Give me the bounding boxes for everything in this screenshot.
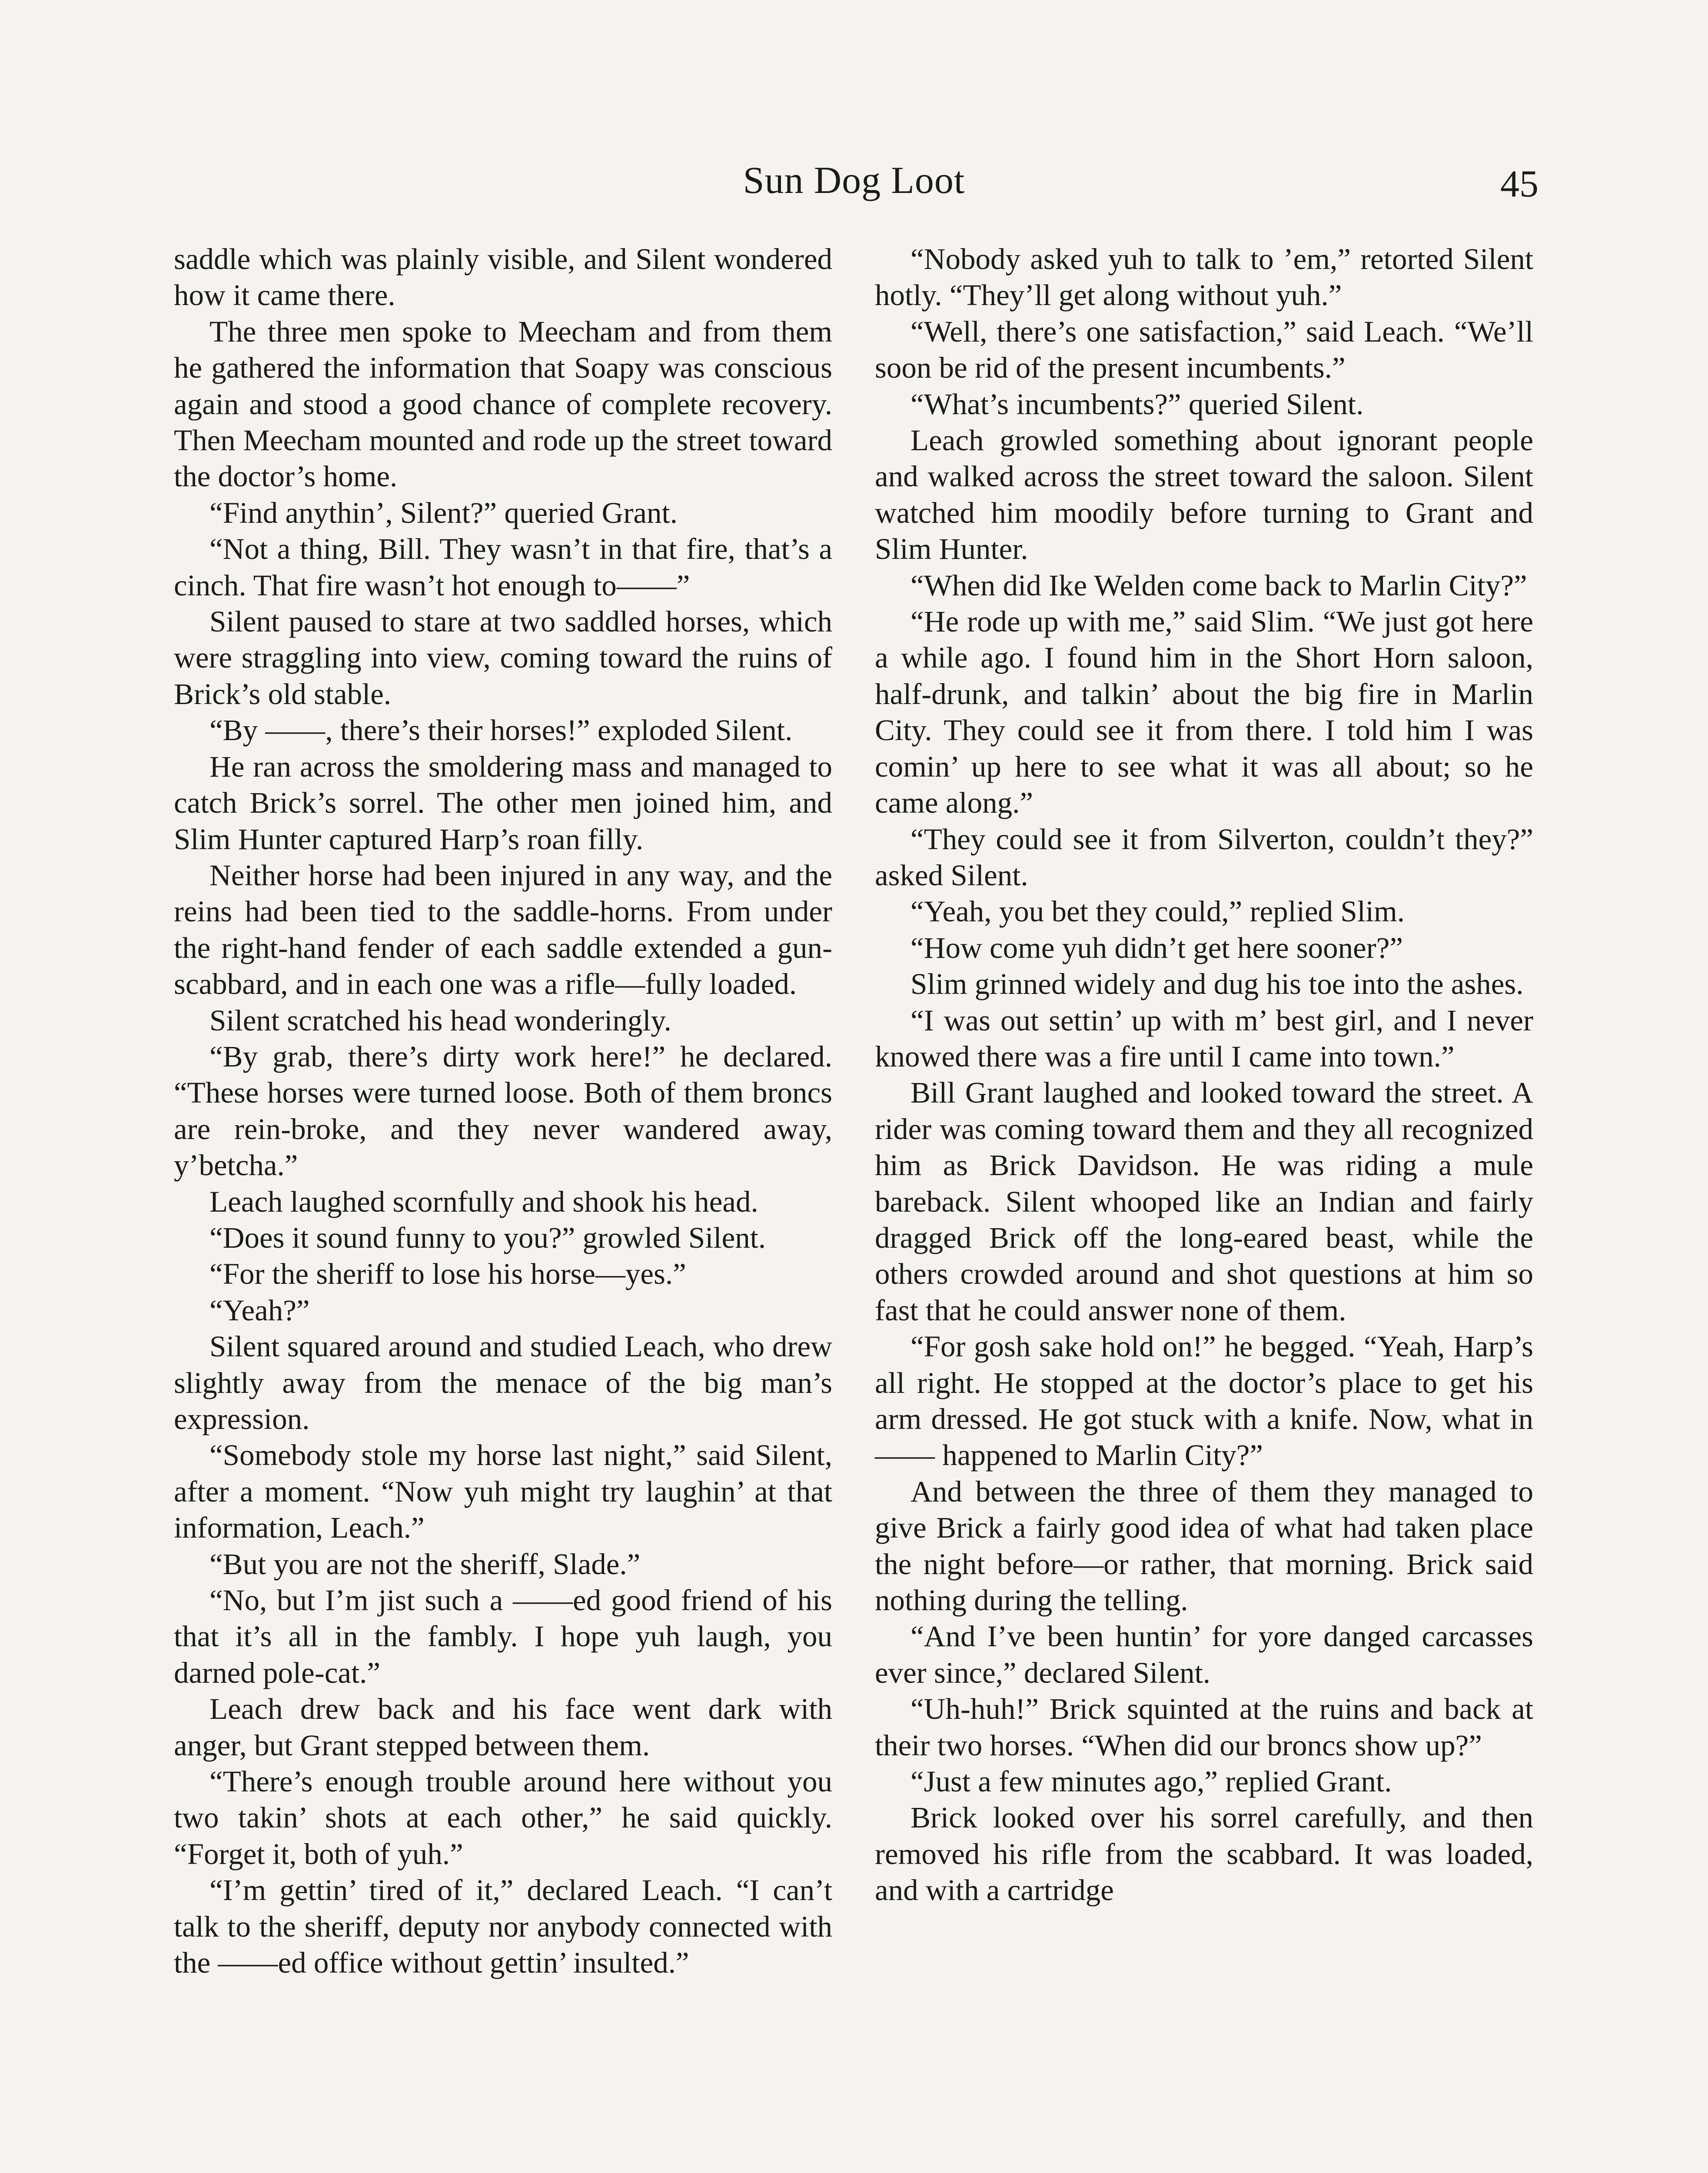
paragraph: saddle which was plainly visible, and Silent wondered how it came there. [174,243,832,312]
paragraph: Silent squared around and studied Leach, who drew slightly away from the menace of the big man’s expression. [174,1330,832,1435]
paragraph: “I was out settin’ up with m’ best girl, and I never knowed there was a fire until I came into town.” [875,1003,1533,1073]
paragraph: “And I’ve been huntin’ for yore danged carcasses ever since,” declared Silent. [875,1620,1533,1689]
paragraph: Silent scratched his head wonderingly. [209,1003,671,1037]
right-column [875,241,1533,1909]
paragraph: “They could see it from Silverton, couldn’t they?” asked Silent. [875,822,1533,892]
paragraph: Silent paused to stare at two saddled horses, which were straggling into view, coming toward the ruins of Brick’s old stable. [174,605,832,711]
paragraph: “Well, there’s one satisfaction,” said Leach. “We’ll soon be rid of the present incumbents.” [875,315,1533,385]
paragraph: Leach laughed scornfully and shook his head. [209,1185,758,1218]
left-column [174,241,832,1981]
paragraph: “Somebody stole my horse last night,” said Silent, after a moment. “Now yuh might try laughin’ at that information, Leach.” [174,1439,832,1545]
paragraph: The three men spoke to Meecham and from them he gathered the information that Soapy was conscious again and stood a good chance of complete recovery. Then Meecham mounted and rode up the street toward the doctor’s home. [174,315,832,493]
paragraph: “Nobody asked yuh to talk to ’em,” retorted Silent hotly. “They’ll get along without yuh.” [875,243,1533,312]
paragraph: “How come yuh didn’t get here sooner?” [910,931,1403,964]
paragraph: “By grab, there’s dirty work here!” he declared. “These horses were turned loose. Both of them broncs are rein-broke, and they never wandered away, y’betcha.” [174,1040,832,1182]
paragraph: And between the three of them they managed to give Brick a fairly good idea of what had taken place the night before—or rather, that morning. Brick said nothing during the telling. [875,1475,1533,1617]
paragraph: “When did Ike Welden come back to Marlin City?” [910,568,1527,602]
paragraph: “Not a thing, Bill. They wasn’t in that fire, that’s a cinch. That fire wasn’t hot enough to——” [174,532,832,602]
paragraph: Brick looked over his sorrel carefully, and then removed his rifle from the scabbard. It was loaded, and with a cartridge [875,1801,1533,1907]
paragraph: Leach growled something about ignorant people and walked across the street toward the saloon. Silent watched him moodily before turning to Grant and Slim Hunter. [875,424,1533,566]
paragraph: “For gosh sake hold on!” he begged. “Yeah, Harp’s all right. He stopped at the doctor’s place to get his arm dressed. He got stuck with a knife. Now, what in —— happened to Marlin City?” [875,1330,1533,1472]
paragraph: “By ——, there’s their horses!” exploded Silent. [209,714,793,747]
page-number: 45 [1500,163,1539,205]
paragraph: “But you are not the sheriff, Slade.” [209,1547,641,1581]
paragraph: “No, but I’m jist such a ——ed good friend of his that it’s all in the fambly. I hope yuh laugh, you darned pole-cat.” [174,1584,832,1689]
paragraph: He ran across the smoldering mass and managed to catch Brick’s sorrel. The other men joined him, and Slim Hunter captured Harp’s roan filly. [174,750,832,856]
paragraph: “Just a few minutes ago,” replied Grant. [910,1765,1392,1798]
paragraph: “I’m gettin’ tired of it,” declared Leach. “I can’t talk to the sheriff, deputy nor anybody connected with the ——ed office without gettin’ insulted.” [174,1874,832,1980]
paragraph: “Yeah?” [209,1293,310,1327]
page-header [174,154,1539,211]
paragraph: “He rode up with me,” said Slim. “We just got here a while ago. I found him in the Short Horn saloon, half-drunk, and talkin’ about the big fire in Marlin City. They could see it from there. I told him I was comin’ up here to see what it was all about; so he came along.” [875,605,1533,820]
running-title: Sun Dog Loot [743,159,965,202]
paragraph: “For the sheriff to lose his horse—yes.” [209,1257,686,1291]
paragraph: Leach drew back and his face went dark with anger, but Grant stepped between them. [174,1692,832,1762]
paragraph: “Find anythin’, Silent?” queried Grant. [209,496,678,529]
paragraph: Neither horse had been injured in any way, and the reins had been tied to the saddle-horns. From under the right-hand fender of each saddle extended a gun-scabbard, and in each one was a rifle—fully loaded. [174,858,832,1001]
paragraph: “What’s incumbents?” queried Silent. [910,387,1364,421]
paragraph: “Does it sound funny to you?” growled Silent. [209,1221,766,1254]
paragraph: “Yeah, you bet they could,” replied Slim. [910,895,1405,928]
paragraph: “There’s enough trouble around here without you two takin’ shots at each other,” he said quickly. “Forget it, both of yuh.” [174,1765,832,1871]
paragraph: Bill Grant laughed and looked toward the street. A rider was coming toward them and they all recognized him as Brick Davidson. He was riding a mule bareback. Silent whooped like an Indian and fairly dragged Brick off the long-eared beast, while the others crowded around and shot questions at him so fast that he could answer none of them. [875,1076,1533,1327]
paragraph: Slim grinned widely and dug his toe into the ashes. [910,967,1524,1001]
paragraph: “Uh-huh!” Brick squinted at the ruins and back at their two horses. “When did our broncs show up?” [875,1692,1533,1762]
